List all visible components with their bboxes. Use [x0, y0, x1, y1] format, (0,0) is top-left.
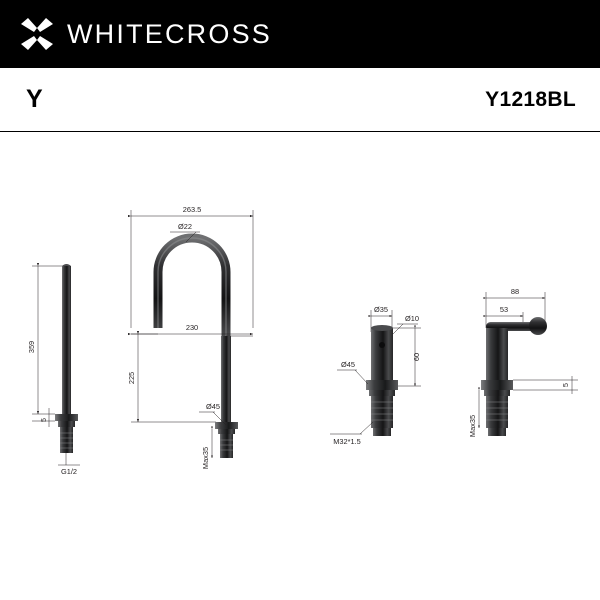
- view-side-spout: [27, 264, 80, 476]
- svg-text:Ø45: Ø45: [206, 402, 220, 411]
- svg-text:60: 60: [412, 352, 421, 362]
- svg-text:Max35: Max35: [468, 414, 477, 438]
- brand-header: [0, 0, 600, 68]
- svg-text:Ø22: Ø22: [178, 222, 192, 231]
- svg-text:225: 225: [127, 371, 136, 385]
- svg-text:359: 359: [27, 340, 36, 354]
- svg-text:Ø45: Ø45: [341, 360, 355, 369]
- svg-text:Ø10: Ø10: [405, 314, 419, 323]
- model-code: Y1218BL: [485, 87, 576, 111]
- svg-text:G1/2: G1/2: [60, 467, 78, 476]
- whitecross-x-logo-icon: [20, 17, 54, 51]
- svg-text:Ø35: Ø35: [374, 305, 388, 314]
- technical-drawing: [0, 132, 600, 600]
- svg-text:5: 5: [39, 417, 48, 423]
- svg-text:5: 5: [561, 382, 570, 388]
- series-label: Y: [26, 85, 43, 113]
- svg-text:230: 230: [185, 323, 199, 332]
- view-front-spout: [127, 205, 253, 469]
- svg-text:53: 53: [499, 305, 509, 314]
- product-title-bar: [0, 68, 600, 132]
- brand-name: WHITECROSS: [67, 18, 273, 49]
- svg-text:88: 88: [510, 287, 520, 296]
- svg-text:Max35: Max35: [201, 446, 210, 470]
- view-side-handle: [468, 287, 578, 437]
- view-front-handle: [330, 305, 421, 446]
- svg-text:M32*1.5: M32*1.5: [333, 437, 361, 446]
- svg-text:263.5: 263.5: [182, 205, 202, 214]
